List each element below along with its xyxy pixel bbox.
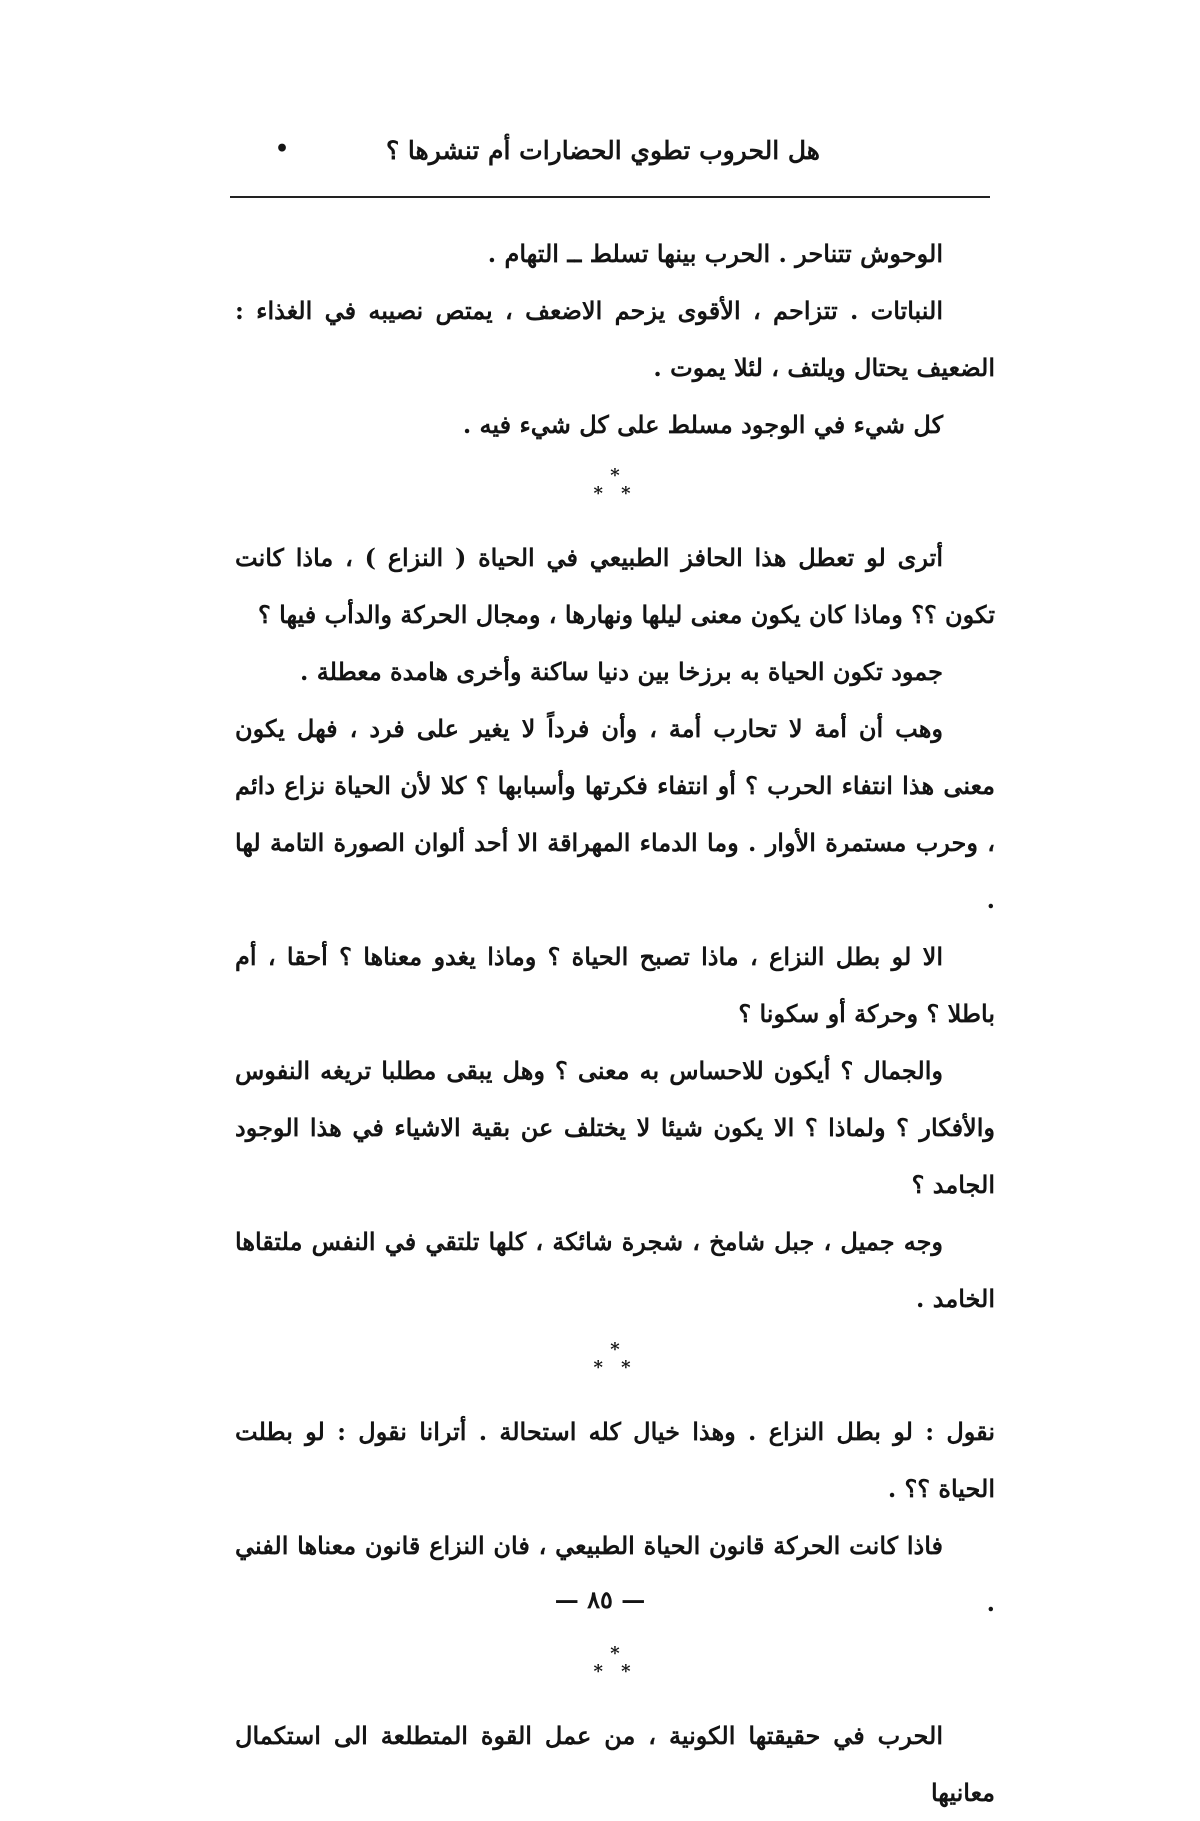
asterism-top: * (610, 1643, 620, 1664)
asterism-bottom: * * (593, 483, 637, 504)
page-number: — ٨٥ — (554, 1585, 646, 1614)
header-rule (230, 196, 990, 198)
asterism-bottom: * * (593, 1661, 637, 1682)
body-text (235, 225, 995, 1821)
section-divider-1 (235, 467, 995, 503)
paragraph-4: أترى لو تعطل هذا الحافز الطبيعي في الحياة ( النزاع ) ، ماذا كانت تكون ؟؟ وماذا كان يكون معنى ليلها ونهارها ، ومجال الحركة والدأب فيها ؟ (235, 543, 995, 629)
paragraph-8: والجمال ؟ أيكون للاحساس به معنى ؟ وهل يبقى مطلبا تريغه النفوس والأفكار ؟ ولماذا ؟ الا يكون شيئا لا يختلف عن بقية الاشياء في هذا الوجود الجامد ؟ (235, 1056, 995, 1199)
header-mark: • (275, 136, 290, 162)
page-header (230, 130, 990, 180)
paragraph-12: الحرب في حقيقتها الكونية ، من عمل القوة المتطلعة الى استكمال معانيها (235, 1721, 995, 1807)
asterism-top: * (610, 465, 620, 486)
paragraph-7: الا لو بطل النزاع ، ماذا تصبح الحياة ؟ وماذا يغدو معناها ؟ أحقا ، أم باطلا ؟ وحركة أو سكونا ؟ (235, 942, 995, 1028)
paragraph-6: وهب أن أمة لا تحارب أمة ، وأن فرداً لا يغير على فرد ، فهل يكون معنى هذا انتفاء الحرب ؟ أو انتفاء فكرتها وأسبابها ؟ كلا لأن الحياة نزاع دائم ، وحرب مستمرة الأوار . وما الدماء المهراقة الا أحد ألوان الصورة التامة لها . (235, 714, 995, 914)
paragraph-1: الوحوش تتناحر . الحرب بينها تسلط ــ التهام . (487, 239, 943, 268)
running-title: هل الحروب تطوي الحضارات أم تنشرها ؟ (385, 136, 820, 165)
paragraph-10: نقول : لو بطل النزاع . وهذا خيال كله استحالة . أترانا نقول : لو بطلت الحياة ؟؟ . (235, 1417, 996, 1503)
paragraph-2: النباتات . تتزاحم ، الأقوى يزحم الاضعف ، يمتص نصيبه في الغذاء : الضعيف يحتال ويلتف ، لئلا يموت . (235, 296, 995, 382)
section-divider-2 (235, 1341, 995, 1377)
section-divider-3 (235, 1645, 995, 1681)
paragraph-11: فاذا كانت الحركة قانون الحياة الطبيعي ، فان النزاع قانون معناها الفني . (235, 1531, 995, 1617)
asterism-bottom: * * (593, 1357, 637, 1378)
paragraph-5: جمود تكون الحياة به برزخا بين دنيا ساكنة وأخرى هامدة معطلة . (300, 657, 943, 686)
paragraph-9: وجه جميل ، جبل شامخ ، شجرة شائكة ، كلها تلتقي في النفس ملتقاها الخامد . (235, 1227, 995, 1313)
paragraph-3: كل شيء في الوجود مسلط على كل شيء فيه . (462, 410, 943, 439)
asterism-top: * (610, 1339, 620, 1360)
